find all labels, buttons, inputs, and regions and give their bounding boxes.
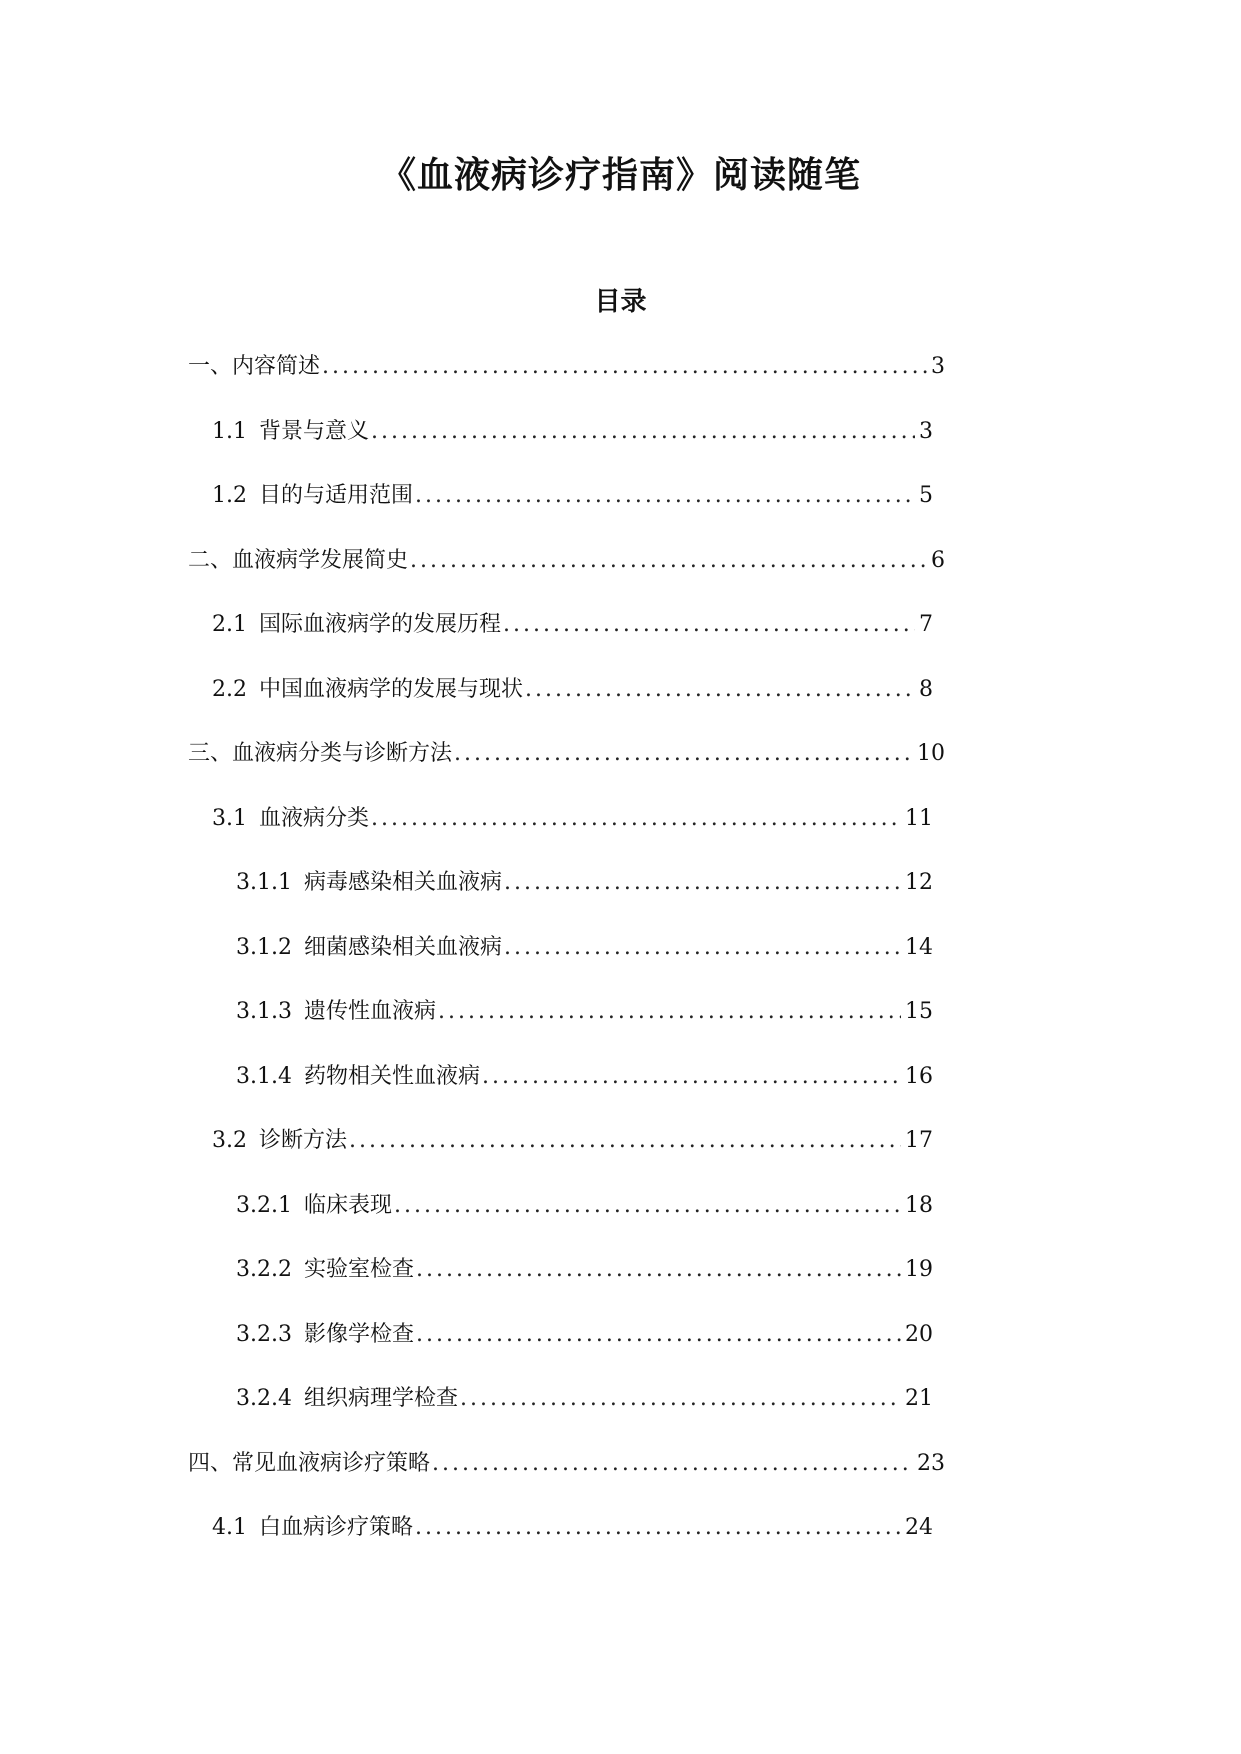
toc-dot-leader	[504, 866, 901, 900]
toc-dot-leader	[482, 1060, 901, 1094]
toc-entry-page-number: 23	[917, 1451, 945, 1476]
toc-entry-number: 3.1.1	[236, 870, 292, 895]
toc-entry-number: 3.2.3	[236, 1322, 292, 1347]
toc-entry[interactable]	[236, 1318, 933, 1352]
toc-entry[interactable]	[236, 1060, 933, 1094]
toc-entry[interactable]	[212, 673, 933, 707]
toc-entry-number: 4.1	[212, 1515, 247, 1540]
toc-entry-label: 国际血液病学的发展历程	[259, 612, 502, 637]
toc-entry-label: 诊断方法	[259, 1128, 348, 1153]
toc-entry-label: 白血病诊疗策略	[259, 1515, 414, 1540]
toc-dot-leader	[503, 608, 915, 642]
document-title: 《血液病诊疗指南》阅读随笔	[379, 155, 861, 196]
toc-entry[interactable]	[236, 1382, 933, 1416]
toc-entry-page-number: 8	[919, 677, 933, 702]
toc-dot-leader	[371, 802, 901, 836]
toc-entry-label: 血液病学发展简史	[232, 548, 409, 573]
toc-entry-page-number: 12	[905, 870, 933, 895]
toc-entry-number: 3.1.3	[236, 999, 292, 1024]
toc-entry-label: 病毒感染相关血液病	[303, 870, 502, 895]
toc-entry-number: 3.1.2	[236, 935, 292, 960]
toc-entry[interactable]	[236, 866, 933, 900]
toc-entry-label: 背景与意义	[259, 419, 370, 444]
toc-entry-label: 实验室检查	[303, 1257, 414, 1282]
toc-entry-number: 三、	[188, 741, 233, 766]
toc-entry-number: 二、	[188, 548, 233, 573]
toc-dot-leader	[371, 415, 915, 449]
toc-heading: 目录	[594, 287, 647, 317]
toc-entry[interactable]	[188, 737, 945, 771]
toc-entry[interactable]	[212, 802, 933, 836]
toc-dot-leader	[454, 737, 913, 771]
toc-entry-page-number: 16	[905, 1064, 933, 1089]
toc-entry-label: 组织病理学检查	[303, 1386, 458, 1411]
toc-entry[interactable]	[188, 1447, 945, 1481]
toc-entry-number: 3.2.1	[236, 1193, 292, 1218]
toc-entry-page-number: 10	[917, 741, 945, 766]
toc-entry[interactable]	[188, 544, 945, 578]
toc-entry-number: 3.2.4	[236, 1386, 292, 1411]
toc-entry-number: 2.1	[212, 612, 247, 637]
toc-dot-leader	[415, 479, 915, 513]
toc-entry-number: 3.1	[212, 806, 247, 831]
toc-entry-page-number: 3	[931, 354, 945, 379]
toc-entry[interactable]	[188, 350, 945, 384]
toc-entry-page-number: 21	[905, 1386, 933, 1411]
toc-dot-leader	[438, 995, 901, 1029]
toc-dot-leader	[432, 1447, 913, 1481]
toc-dot-leader	[504, 931, 901, 965]
toc-entry[interactable]	[236, 995, 933, 1029]
toc-entry-page-number: 24	[905, 1515, 933, 1540]
toc-dot-leader	[394, 1189, 901, 1223]
toc-entry-page-number: 15	[905, 999, 933, 1024]
toc-entry-label: 细菌感染相关血液病	[303, 935, 502, 960]
toc-entry-number: 3.2.2	[236, 1257, 292, 1282]
toc-entry-page-number: 20	[905, 1322, 933, 1347]
toc-entry-number: 3.1.4	[236, 1064, 292, 1089]
toc-dot-leader	[416, 1253, 901, 1287]
toc-entry-number: 2.2	[212, 677, 247, 702]
toc-entry-number: 1.2	[212, 483, 247, 508]
toc-entry-label: 血液病分类	[259, 806, 370, 831]
toc-dot-leader	[416, 1318, 901, 1352]
toc-entry-label: 中国血液病学的发展与现状	[259, 677, 524, 702]
toc-entry-label: 目的与适用范围	[259, 483, 414, 508]
toc-dot-leader	[525, 673, 915, 707]
toc-entry-number: 3.2	[212, 1128, 247, 1153]
toc-entry-number: 1.1	[212, 419, 247, 444]
toc-entry[interactable]	[236, 1189, 933, 1223]
toc-entry-label: 血液病分类与诊断方法	[232, 741, 453, 766]
toc-entry[interactable]	[212, 1124, 933, 1158]
toc-dot-leader	[322, 350, 927, 384]
toc-entry[interactable]	[212, 415, 933, 449]
toc-entry-page-number: 5	[919, 483, 933, 508]
toc-entry-label: 遗传性血液病	[303, 999, 436, 1024]
toc-entry-page-number: 6	[931, 548, 945, 573]
toc-entry[interactable]	[212, 608, 933, 642]
toc-dot-leader	[410, 544, 927, 578]
toc-entry-page-number: 7	[919, 612, 933, 637]
toc-entry-page-number: 14	[905, 935, 933, 960]
toc-dot-leader	[460, 1382, 901, 1416]
toc-entry[interactable]	[236, 931, 933, 965]
toc-entry-label: 内容简述	[232, 354, 321, 379]
toc-entry-page-number: 3	[919, 419, 933, 444]
toc-entry-page-number: 11	[905, 806, 933, 831]
toc-entry-number: 一、	[188, 354, 233, 379]
toc-entry[interactable]	[212, 1511, 933, 1545]
toc-entry[interactable]	[212, 479, 933, 513]
toc-entry-label: 临床表现	[303, 1193, 392, 1218]
toc-dot-leader	[349, 1124, 901, 1158]
toc-entry-label: 药物相关性血液病	[303, 1064, 480, 1089]
toc-entry-number: 四、	[188, 1451, 233, 1476]
toc-entry-page-number: 17	[905, 1128, 933, 1153]
toc-entry-page-number: 18	[905, 1193, 933, 1218]
toc-dot-leader	[415, 1511, 901, 1545]
toc-entry-label: 常见血液病诊疗策略	[232, 1451, 431, 1476]
toc-entry-label: 影像学检查	[303, 1322, 414, 1347]
toc-entry[interactable]	[236, 1253, 933, 1287]
toc-entry-page-number: 19	[905, 1257, 933, 1282]
